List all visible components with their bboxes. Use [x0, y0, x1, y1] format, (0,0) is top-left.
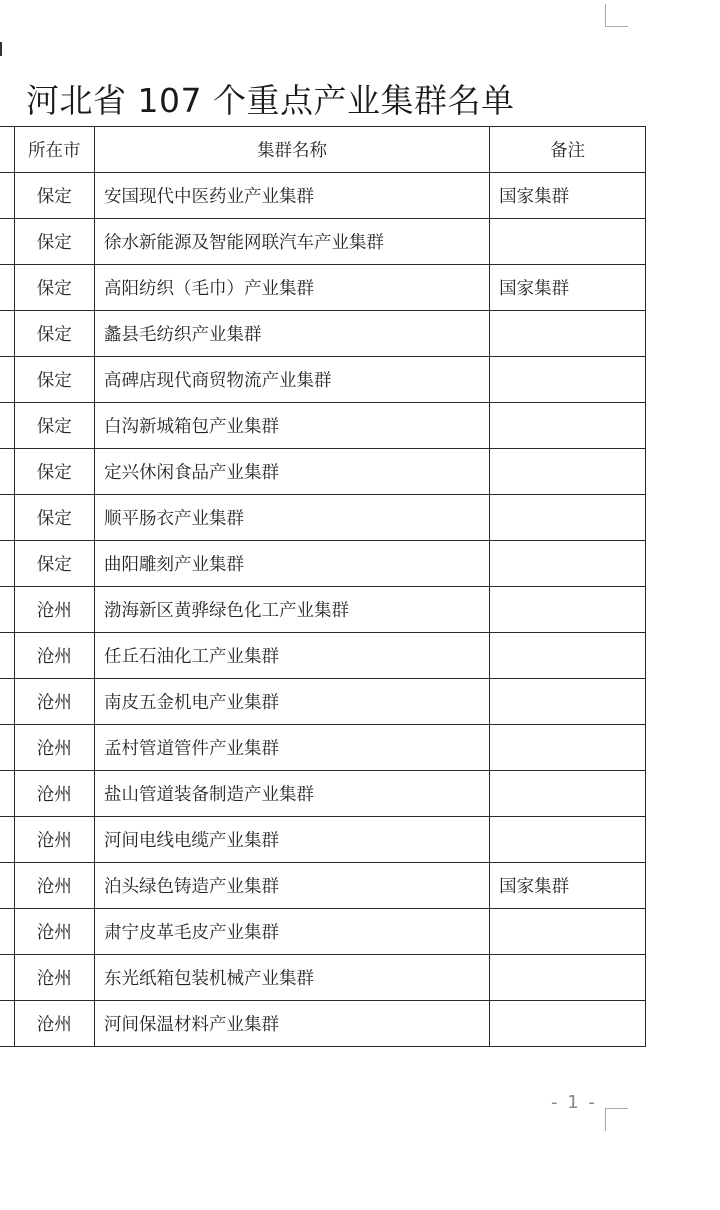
cluster-name-cell: 泊头绿色铸造产业集群: [95, 863, 490, 909]
note-cell: 国家集群: [490, 265, 646, 311]
cluster-name-cell: 蠡县毛纺织产业集群: [95, 311, 490, 357]
row-blank-cell: [0, 173, 14, 219]
city-cell: 保定: [14, 403, 94, 449]
note-cell: [490, 909, 646, 955]
row-blank-cell: [0, 449, 14, 495]
cluster-name-cell: 东光纸箱包装机械产业集群: [95, 955, 490, 1001]
note-cell: [490, 219, 646, 265]
cluster-name-cell: 盐山管道装备制造产业集群: [95, 771, 490, 817]
table-row: [0, 587, 646, 633]
city-cell: 保定: [14, 495, 94, 541]
table-row: [0, 219, 646, 265]
note-cell: [490, 771, 646, 817]
header-cell-name: 集群名称: [95, 127, 490, 173]
city-cell: 沧州: [14, 863, 94, 909]
city-cell: 保定: [14, 265, 94, 311]
row-blank-cell: [0, 495, 14, 541]
city-cell: 沧州: [14, 909, 94, 955]
table-row: [0, 1001, 646, 1047]
table-row: [0, 633, 646, 679]
note-cell: [490, 495, 646, 541]
city-cell: 沧州: [14, 771, 94, 817]
table-row: [0, 357, 646, 403]
cluster-name-cell: 河间电线电缆产业集群: [95, 817, 490, 863]
table-row: [0, 403, 646, 449]
note-cell: [490, 311, 646, 357]
note-cell: [490, 357, 646, 403]
cluster-name-cell: 南皮五金机电产业集群: [95, 679, 490, 725]
page-number: - 1 -: [551, 1092, 597, 1113]
cluster-name-cell: 河间保温材料产业集群: [95, 1001, 490, 1047]
row-blank-cell: [0, 357, 14, 403]
cluster-name-cell: 定兴休闲食品产业集群: [95, 449, 490, 495]
table-row: [0, 311, 646, 357]
cluster-name-cell: 曲阳雕刻产业集群: [95, 541, 490, 587]
table-row: [0, 495, 646, 541]
table-row: [0, 173, 646, 219]
city-cell: 沧州: [14, 955, 94, 1001]
cluster-name-cell: 高碑店现代商贸物流产业集群: [95, 357, 490, 403]
crop-mark-top: [605, 4, 628, 27]
cluster-name-cell: 白沟新城箱包产业集群: [95, 403, 490, 449]
note-cell: [490, 541, 646, 587]
row-blank-cell: [0, 955, 14, 1001]
city-cell: 沧州: [14, 679, 94, 725]
table-row: [0, 265, 646, 311]
page-title: 河北省 107 个重点产业集群名单: [26, 81, 515, 120]
cluster-name-cell: 顺平肠衣产业集群: [95, 495, 490, 541]
table-row: [0, 725, 646, 771]
header-cell-note: 备注: [490, 127, 646, 173]
city-cell: 沧州: [14, 725, 94, 771]
row-blank-cell: [0, 679, 14, 725]
row-blank-cell: [0, 219, 14, 265]
note-cell: [490, 633, 646, 679]
cluster-table: [0, 126, 646, 1047]
table-row: [0, 541, 646, 587]
table-row: [0, 449, 646, 495]
table-row: [0, 679, 646, 725]
note-cell: [490, 817, 646, 863]
row-blank-cell: [0, 771, 14, 817]
note-cell: [490, 449, 646, 495]
header-cell-city: 所在市: [14, 127, 94, 173]
row-blank-cell: [0, 587, 14, 633]
note-cell: [490, 955, 646, 1001]
cluster-name-cell: 徐水新能源及智能网联汽车产业集群: [95, 219, 490, 265]
row-blank-cell: [0, 725, 14, 771]
row-blank-cell: [0, 817, 14, 863]
cluster-name-cell: 孟村管道管件产业集群: [95, 725, 490, 771]
table-header-row: [0, 127, 646, 173]
row-blank-cell: [0, 541, 14, 587]
table-row: [0, 909, 646, 955]
note-cell: 国家集群: [490, 863, 646, 909]
note-cell: [490, 725, 646, 771]
city-cell: 保定: [14, 173, 94, 219]
city-cell: 保定: [14, 311, 94, 357]
note-cell: [490, 403, 646, 449]
edge-mark: [0, 42, 2, 56]
header-cell-blank: [0, 127, 14, 173]
row-blank-cell: [0, 265, 14, 311]
note-cell: [490, 587, 646, 633]
city-cell: 沧州: [14, 817, 94, 863]
city-cell: 沧州: [14, 1001, 94, 1047]
city-cell: 保定: [14, 219, 94, 265]
cluster-name-cell: 渤海新区黄骅绿色化工产业集群: [95, 587, 490, 633]
cluster-name-cell: 任丘石油化工产业集群: [95, 633, 490, 679]
table-row: [0, 817, 646, 863]
table-body: [0, 173, 646, 1047]
city-cell: 沧州: [14, 633, 94, 679]
note-cell: 国家集群: [490, 173, 646, 219]
crop-mark-bottom: [605, 1108, 628, 1131]
row-blank-cell: [0, 1001, 14, 1047]
row-blank-cell: [0, 633, 14, 679]
row-blank-cell: [0, 403, 14, 449]
city-cell: 保定: [14, 449, 94, 495]
city-cell: 保定: [14, 357, 94, 403]
city-cell: 保定: [14, 541, 94, 587]
row-blank-cell: [0, 909, 14, 955]
table-row: [0, 863, 646, 909]
table-row: [0, 771, 646, 817]
cluster-name-cell: 高阳纺织（毛巾）产业集群: [95, 265, 490, 311]
cluster-name-cell: 安国现代中医药业产业集群: [95, 173, 490, 219]
row-blank-cell: [0, 863, 14, 909]
row-blank-cell: [0, 311, 14, 357]
note-cell: [490, 679, 646, 725]
table-row: [0, 955, 646, 1001]
note-cell: [490, 1001, 646, 1047]
city-cell: 沧州: [14, 587, 94, 633]
cluster-name-cell: 肃宁皮革毛皮产业集群: [95, 909, 490, 955]
